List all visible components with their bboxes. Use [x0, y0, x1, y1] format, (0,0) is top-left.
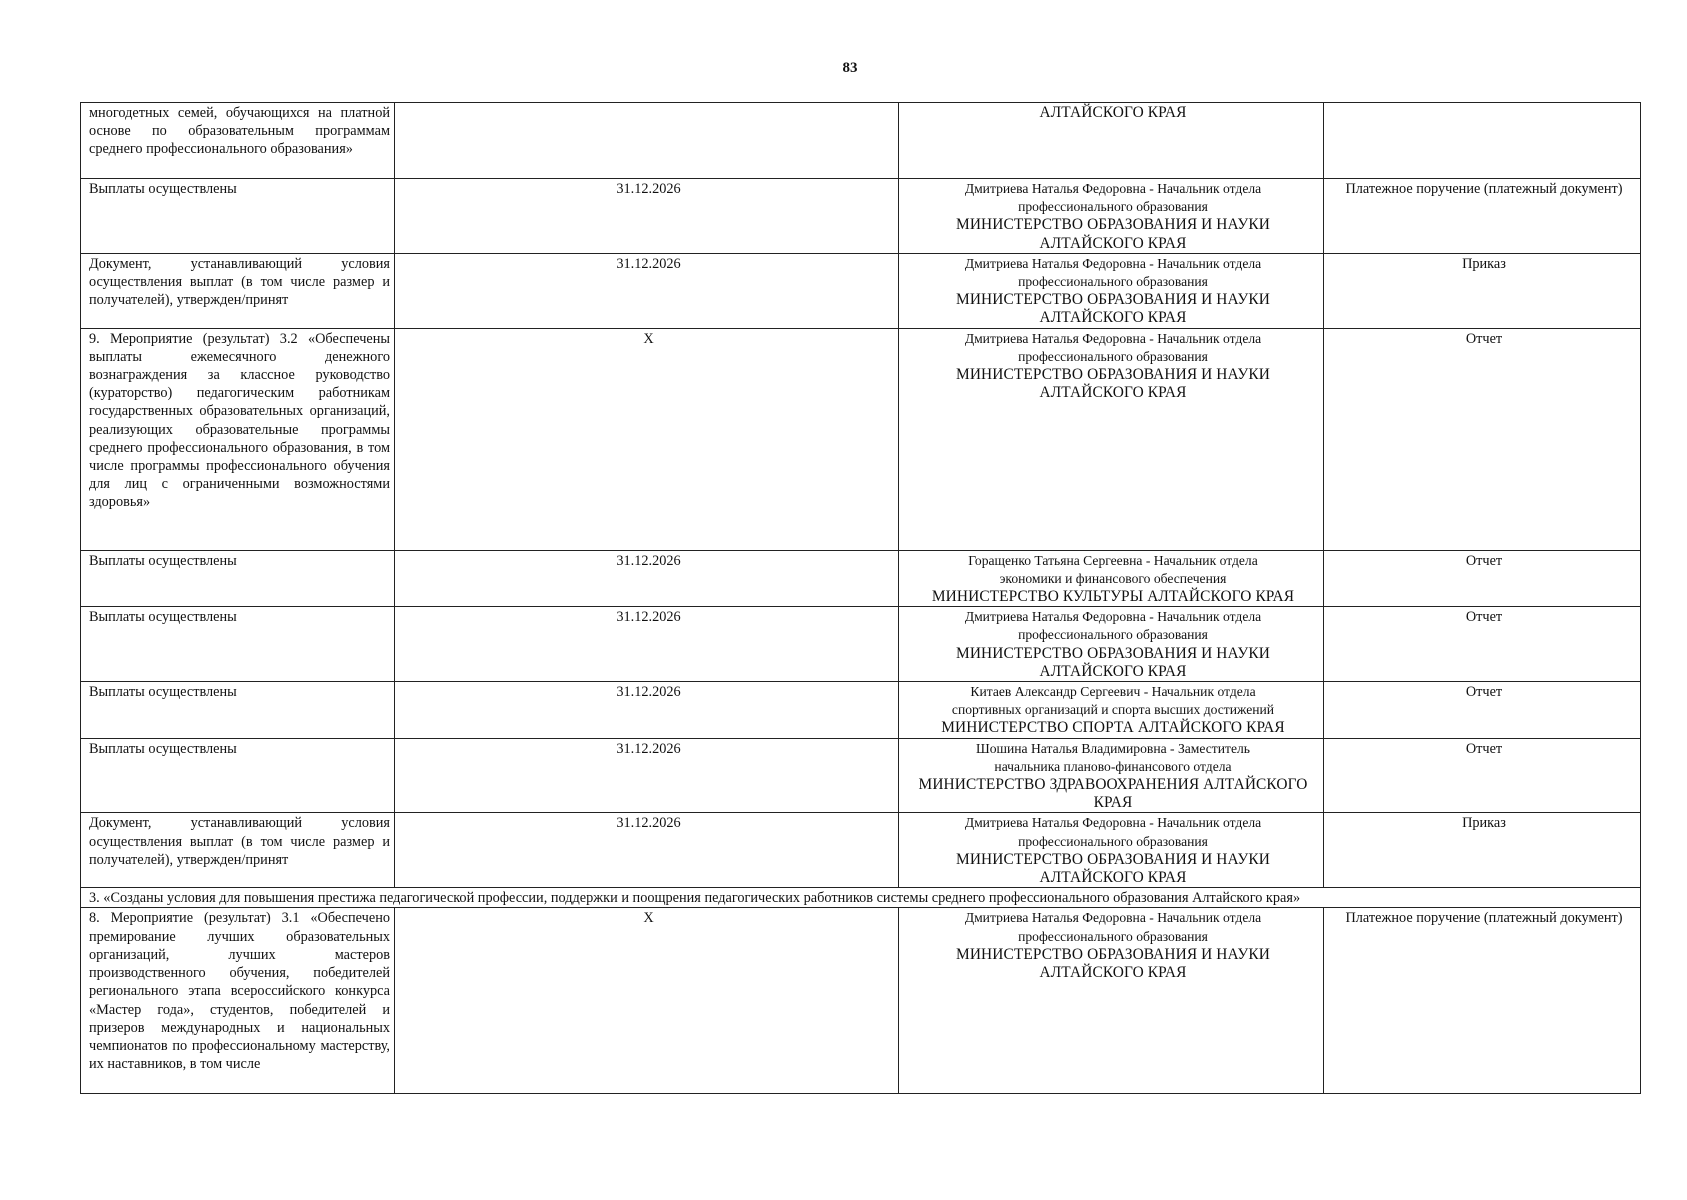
document-type: Отчет — [1324, 738, 1641, 813]
due-date: 31.12.2026 — [395, 682, 899, 739]
document-type: Отчет — [1324, 682, 1641, 739]
document-type: Приказ — [1324, 253, 1641, 328]
result-description: Документ, устанавливающий условия осуществления выплат (в том числе размер и получателей), утвержден/принят — [81, 253, 395, 328]
due-date — [395, 103, 899, 179]
responsible-ministry: МИНИСТЕРСТВО ОБРАЗОВАНИЯ И НАУКИ АЛТАЙСКОГО КРАЯ — [956, 945, 1270, 982]
responsible-name: Дмитриева Наталья Федоровна - Начальник отдела — [964, 609, 1262, 625]
table-row — [81, 253, 1641, 328]
section-title: 3. «Созданы условия для повышения престижа педагогической профессии, поддержки и поощрения педагогических работников системы среднего профессионального образования Алтайского края» — [81, 888, 1641, 908]
responsible-ministry: МИНИСТЕРСТВО СПОРТА АЛТАЙСКОГО КРАЯ — [941, 719, 1285, 737]
responsible-department: профессионального образования — [1018, 274, 1208, 290]
result-description: Документ, устанавливающий условия осуществления выплат (в том числе размер и получателей), утвержден/принят — [81, 813, 395, 888]
table-row — [81, 738, 1641, 813]
responsible-name: Дмитриева Наталья Федоровна - Начальник отдела — [964, 330, 1262, 346]
table-row — [81, 908, 1641, 1094]
document-type: Платежное поручение (платежный документ) — [1324, 179, 1641, 254]
responsible-name: Горащенко Татьяна Сергеевна - Начальник отдела — [968, 552, 1258, 568]
due-date: 31.12.2026 — [395, 607, 899, 682]
document-type: Приказ — [1324, 813, 1641, 888]
result-description: Выплаты осуществлены — [81, 179, 395, 254]
responsible-name: Дмитриева Наталья Федоровна - Начальник отдела — [964, 255, 1262, 271]
due-date: 31.12.2026 — [395, 813, 899, 888]
report-table — [80, 102, 1641, 1094]
responsible-person — [899, 253, 1324, 328]
table-row — [81, 813, 1641, 888]
section-row — [81, 888, 1641, 908]
due-date: 31.12.2026 — [395, 179, 899, 254]
result-description: Выплаты осуществлены — [81, 682, 395, 739]
responsible-name: Дмитриева Наталья Федоровна - Начальник отдела — [964, 910, 1262, 926]
table-row — [81, 103, 1641, 179]
document-type: Отчет — [1324, 607, 1641, 682]
responsible-ministry: МИНИСТЕРСТВО ОБРАЗОВАНИЯ И НАУКИ АЛТАЙСКОГО КРАЯ — [956, 644, 1270, 680]
table-row — [81, 550, 1641, 607]
result-description: 8. Мероприятие (результат) 3.1 «Обеспечено премирование лучших образовательных организаций, лучших мастеров производственного обучения, победителей регионального этапа всероссийского конкурса «Мастер года», студентов, победителей и призеров международных и национальных чемпионатов по профессиональному мастерству, их наставников, в том числе — [81, 908, 395, 1094]
responsible-department: профессионального образования — [1018, 348, 1208, 364]
responsible-department: профессионального образования — [1018, 928, 1208, 944]
responsible-department: начальника планово-финансового отдела — [994, 758, 1232, 774]
responsible-person — [899, 607, 1324, 682]
due-date: X — [395, 908, 899, 1094]
responsible-name: Дмитриева Наталья Федоровна - Начальник отдела — [964, 815, 1262, 831]
responsible-person — [899, 179, 1324, 254]
responsible-ministry: МИНИСТЕРСТВО ОБРАЗОВАНИЯ И НАУКИ АЛТАЙСКОГО КРАЯ — [956, 366, 1270, 402]
responsible-department: профессионального образования — [1018, 199, 1208, 215]
responsible-department: профессионального образования — [1018, 833, 1208, 849]
responsible-person — [899, 103, 1324, 179]
result-description: многодетных семей, обучающихся на платной основе по образовательным программам среднего профессионального образования» — [81, 103, 395, 179]
responsible-person — [899, 328, 1324, 550]
due-date: X — [395, 328, 899, 550]
responsible-name: Дмитриева Наталья Федоровна - Начальник отдела — [964, 181, 1262, 196]
document-type — [1324, 103, 1641, 179]
table-row — [81, 682, 1641, 739]
responsible-person — [899, 908, 1324, 1094]
document-type: Отчет — [1324, 550, 1641, 607]
table-row — [81, 179, 1641, 254]
responsible-department: профессионального образования — [1018, 627, 1208, 643]
due-date: 31.12.2026 — [395, 550, 899, 607]
responsible-name: Шошина Наталья Владимировна - Заместитель — [976, 740, 1250, 756]
responsible-ministry: МИНИСТЕРСТВО ОБРАЗОВАНИЯ И НАУКИ АЛТАЙСКОГО КРАЯ — [956, 850, 1270, 887]
result-description: Выплаты осуществлены — [81, 738, 395, 813]
responsible-name: Китаев Александр Сергеевич - Начальник отдела — [970, 684, 1256, 700]
result-description: Выплаты осуществлены — [81, 550, 395, 607]
due-date: 31.12.2026 — [395, 253, 899, 328]
result-description: 9. Мероприятие (результат) 3.2 «Обеспечены выплаты ежемесячного денежного вознаграждения за классное руководство (кураторство) педагогическим работникам государственных образовательных организаций, реализующих образовательные программы среднего профессионального образования, в том числе программы профессионального обучения для лиц с ограниченными возможностями здоровья» — [81, 328, 395, 550]
page-number: 83 — [842, 60, 858, 76]
table-row — [81, 328, 1641, 550]
responsible-ministry: МИНИСТЕРСТВО КУЛЬТУРЫ АЛТАЙСКОГО КРАЯ — [931, 588, 1295, 606]
responsible-person — [899, 813, 1324, 888]
responsible-person — [899, 550, 1324, 607]
responsible-person — [899, 682, 1324, 739]
result-description: Выплаты осуществлены — [81, 607, 395, 682]
responsible-ministry: МИНИСТЕРСТВО ЗДРАВООХРАНЕНИЯ АЛТАЙСКОГО КРАЯ — [918, 776, 1308, 812]
due-date: 31.12.2026 — [395, 738, 899, 813]
document-type: Платежное поручение (платежный документ) — [1324, 908, 1641, 1094]
responsible-ministry: МИНИСТЕРСТВО ОБРАЗОВАНИЯ И НАУКИ АЛТАЙСКОГО КРАЯ — [956, 291, 1270, 327]
responsible-department: экономики и финансового обеспечения — [999, 570, 1227, 586]
responsible-ministry: АЛТАЙСКОГО КРАЯ — [1039, 104, 1187, 121]
responsible-department: спортивных организаций и спорта высших достижений — [951, 702, 1275, 718]
responsible-ministry: МИНИСТЕРСТВО ОБРАЗОВАНИЯ И НАУКИ АЛТАЙСКОГО КРАЯ — [956, 216, 1270, 252]
document-type: Отчет — [1324, 328, 1641, 550]
responsible-person — [899, 738, 1324, 813]
table-row — [81, 607, 1641, 682]
table-body — [81, 103, 1641, 1094]
